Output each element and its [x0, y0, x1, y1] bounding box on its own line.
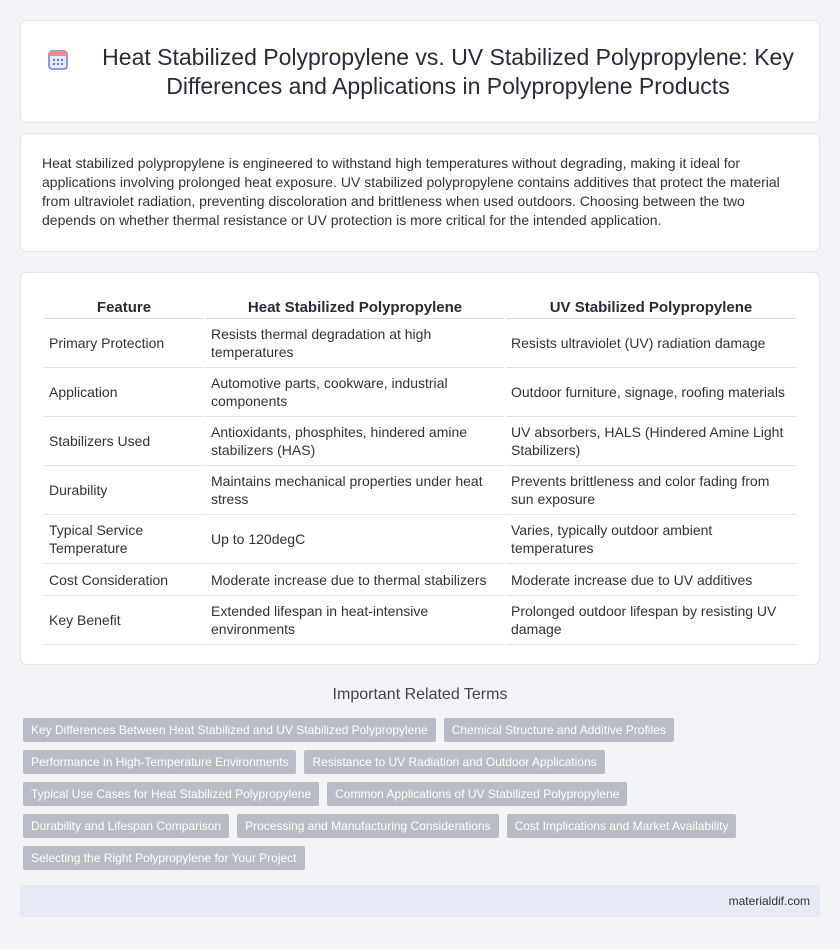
- table-row: [44, 515, 796, 564]
- table-cell-heat: Automotive parts, cookware, industrial components: [206, 368, 504, 417]
- title-wrap: [47, 21, 809, 122]
- table-cell-feature: Stabilizers Used: [44, 417, 204, 466]
- related-term-tag[interactable]: Durability and Lifespan Comparison: [23, 814, 229, 838]
- comparison-table: [42, 297, 798, 645]
- related-terms-heading: Important Related Terms: [332, 686, 508, 703]
- table-cell-feature: Durability: [44, 466, 204, 515]
- related-term-tag[interactable]: Cost Implications and Market Availability: [507, 814, 737, 838]
- related-term-tag[interactable]: Typical Use Cases for Heat Stabilized Polypropylene: [23, 782, 319, 806]
- comparison-card: [20, 272, 820, 665]
- table-cell-uv: Outdoor furniture, signage, roofing materials: [506, 368, 796, 417]
- intro-card: [20, 133, 820, 252]
- table-cell-feature: Application: [44, 368, 204, 417]
- table-cell-heat: Up to 120degC: [206, 515, 504, 564]
- intro-paragraph: Heat stabilized polypropylene is engineered to withstand high temperatures without degrading, making it ideal for applications involving prolonged heat exposure. UV stabilized polypropylene contains additives that protect the material from ultraviolet radiation, preventing discoloration and brittleness when used outdoors. Choosing between the two depends on whether thermal resistance or UV protection is more critical for the intended application.: [42, 155, 780, 228]
- header-heat-stabilized: Heat Stabilized Polypropylene: [206, 297, 504, 319]
- related-term-tag[interactable]: Resistance to UV Radiation and Outdoor Applications: [304, 750, 604, 774]
- table-cell-heat: Moderate increase due to thermal stabilizers: [206, 564, 504, 596]
- table-cell-uv: Moderate increase due to UV additives: [506, 564, 796, 596]
- table-cell-feature: Typical Service Temperature: [44, 515, 204, 564]
- table-cell-heat: Maintains mechanical properties under heat stress: [206, 466, 504, 515]
- page-title: Heat Stabilized Polypropylene vs. UV Stabilized Polypropylene: Key Differences and Applications in Polypropylene Products: [102, 43, 794, 99]
- related-term-tag[interactable]: Key Differences Between Heat Stabilized and UV Stabilized Polypropylene: [23, 718, 436, 742]
- table-cell-feature: Cost Consideration: [44, 564, 204, 596]
- table-row: [44, 466, 796, 515]
- table-cell-feature: Key Benefit: [44, 596, 204, 645]
- table-cell-uv: Prevents brittleness and color fading from sun exposure: [506, 466, 796, 515]
- related-term-tag[interactable]: Chemical Structure and Additive Profiles: [444, 718, 674, 742]
- document-icon: [47, 49, 69, 71]
- related-term-tag[interactable]: Common Applications of UV Stabilized Polypropylene: [327, 782, 627, 806]
- table-cell-heat: Extended lifespan in heat-intensive environments: [206, 596, 504, 645]
- table-cell-feature: Primary Protection: [44, 319, 204, 368]
- table-header-row: [44, 297, 796, 319]
- table-cell-uv: Prolonged outdoor lifespan by resisting UV damage: [506, 596, 796, 645]
- table-cell-uv: UV absorbers, HALS (Hindered Amine Light Stabilizers): [506, 417, 796, 466]
- table-cell-uv: Resists ultraviolet (UV) radiation damage: [506, 319, 796, 368]
- table-cell-uv: Varies, typically outdoor ambient temperatures: [506, 515, 796, 564]
- table-row: [44, 368, 796, 417]
- table-cell-heat: Antioxidants, phosphites, hindered amine stabilizers (HAS): [206, 417, 504, 466]
- footer: [20, 885, 820, 917]
- table-row: [44, 319, 796, 368]
- related-terms-list: [23, 718, 803, 870]
- footer-site-link[interactable]: materialdif.com: [728, 894, 810, 908]
- table-row: [44, 596, 796, 645]
- title-card: [20, 20, 820, 123]
- header-feature: Feature: [44, 297, 204, 319]
- related-term-tag[interactable]: Selecting the Right Polypropylene for Your Project: [23, 846, 305, 870]
- related-term-tag[interactable]: Performance in High-Temperature Environments: [23, 750, 296, 774]
- table-row: [44, 417, 796, 466]
- table-cell-heat: Resists thermal degradation at high temperatures: [206, 319, 504, 368]
- table-row: [44, 564, 796, 596]
- header-uv-stabilized: UV Stabilized Polypropylene: [506, 297, 796, 319]
- related-term-tag[interactable]: Processing and Manufacturing Considerations: [237, 814, 498, 838]
